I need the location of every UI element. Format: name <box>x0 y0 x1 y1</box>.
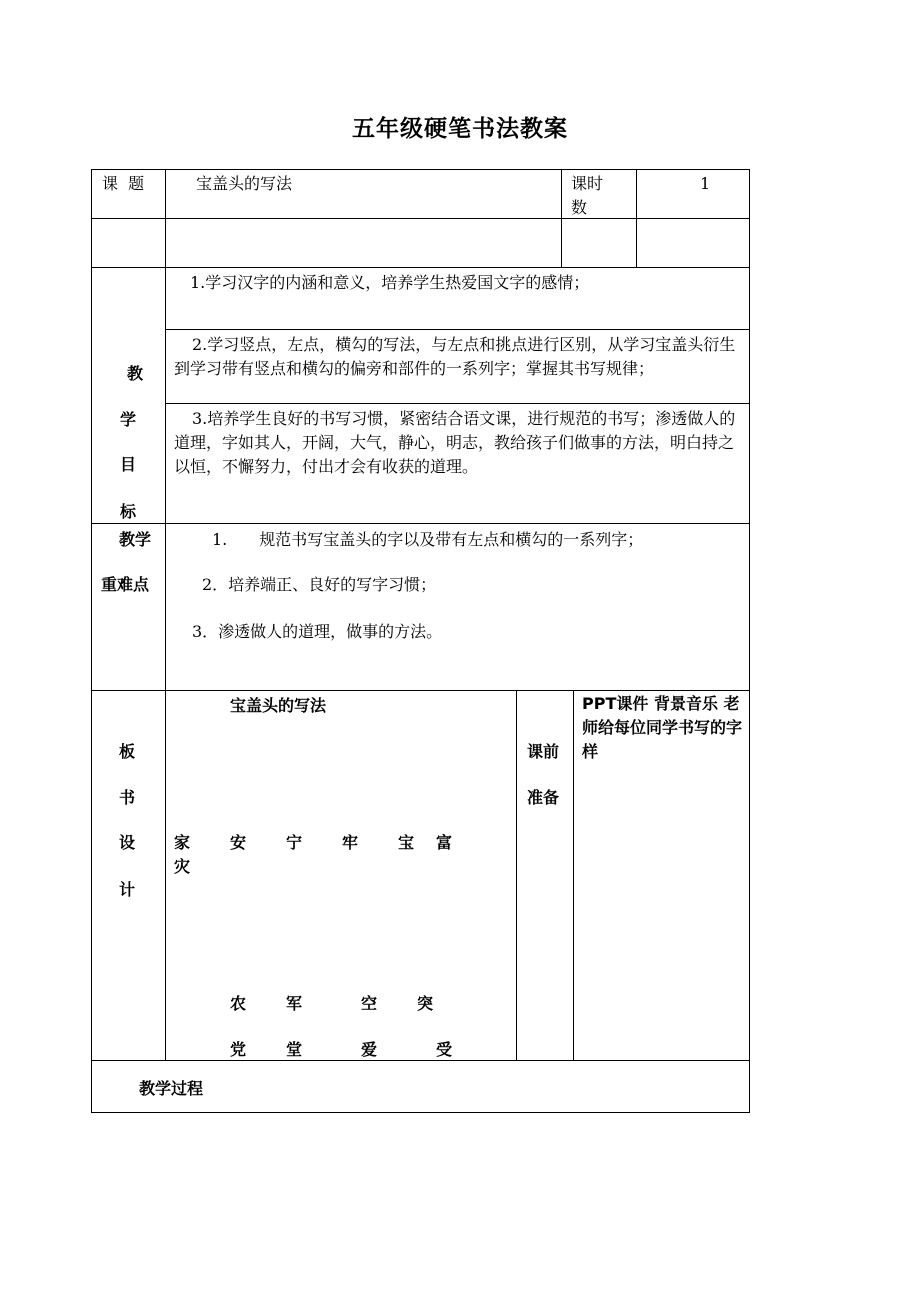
table-border-left <box>91 169 92 1113</box>
table-divider <box>166 329 750 330</box>
process-label: 教学过程 <box>139 1079 204 1098</box>
goals-label-char: 标 <box>120 502 137 521</box>
hours-value: 1 <box>700 174 711 193</box>
keypoint-item: 1. 规范书写宝盖头的字以及带有左点和横勾的一系列字； <box>212 530 644 549</box>
keypoints-label-cont: 重难点 <box>101 575 150 594</box>
board-label-char: 设 <box>119 833 136 852</box>
board-char: 宁 <box>286 833 303 852</box>
prep-label: 课前 <box>527 742 560 761</box>
board-char: 牢 <box>342 833 359 852</box>
table-divider <box>91 1060 750 1061</box>
goal-item: 2.学习竖点，左点，横勾的写法，与左点和挑点进行区别，从学习宝盖头衍生到学习带有竖点和横勾的偏旁和部件的一系列字；掌握其书写规律； <box>174 335 736 378</box>
board-char: 空 <box>361 994 378 1013</box>
board-char: 爱 <box>361 1040 378 1059</box>
page-title: 五年级硬笔书法教案 <box>352 115 568 142</box>
table-divider <box>573 690 574 1061</box>
table-divider <box>91 523 750 524</box>
table-divider <box>636 169 637 268</box>
table-divider <box>91 218 750 219</box>
table-divider <box>165 169 166 1061</box>
table-border-top <box>91 169 750 170</box>
board-char: 家 <box>174 833 191 852</box>
board-char: 党 <box>230 1040 247 1059</box>
goals-label-char: 教 <box>127 364 144 383</box>
goals-label-char: 目 <box>120 455 137 474</box>
board-char: 受 <box>436 1040 453 1059</box>
table-divider <box>561 169 562 268</box>
goals-label-char: 学 <box>120 410 137 429</box>
board-label-char: 板 <box>119 742 136 761</box>
table-divider <box>91 267 750 268</box>
board-char: 军 <box>286 994 303 1013</box>
prep-content: PPT课件 背景音乐 老师给每位同学书写的字样 <box>582 694 743 761</box>
keypoints-label: 教学 <box>119 530 152 549</box>
board-char: 堂 <box>286 1040 303 1059</box>
hours-label-cont: 数 <box>571 198 588 217</box>
board-heading: 宝盖头的写法 <box>230 696 327 715</box>
goal-item: 3.培养学生良好的书写习惯，紧密结合语文课，进行规范的书写；渗透做人的道理，字如其人，开阔，大气，静心，明志，教给孩子们做事的方法，明白持之以恒，不懈努力，付出才会有收获的道理。 <box>174 409 736 476</box>
board-char: 灾 <box>174 857 191 876</box>
goal-item: 1.学习汉字的内涵和意义，培养学生热爱国文字的感情； <box>190 273 590 292</box>
prep-label-cont: 准备 <box>527 788 560 807</box>
table-divider <box>166 403 750 404</box>
table-divider <box>91 690 750 691</box>
board-char: 宝 <box>398 833 415 852</box>
table-divider <box>516 690 517 1061</box>
board-char: 安 <box>230 833 247 852</box>
table-border-right <box>749 169 750 1113</box>
board-char: 富 <box>436 833 453 852</box>
topic-label: 课 题 <box>102 174 145 193</box>
board-label-char: 书 <box>119 788 136 807</box>
keypoint-item: 3．渗透做人的道理，做事的方法。 <box>192 622 443 641</box>
topic-value: 宝盖头的写法 <box>196 174 293 193</box>
board-label-char: 计 <box>119 880 136 899</box>
board-char: 突 <box>417 994 434 1013</box>
hours-label: 课时 <box>571 174 604 193</box>
table-border-bottom <box>91 1112 750 1113</box>
keypoint-item: 2．培养端正、良好的写字习惯； <box>202 575 437 594</box>
board-char: 农 <box>230 994 247 1013</box>
